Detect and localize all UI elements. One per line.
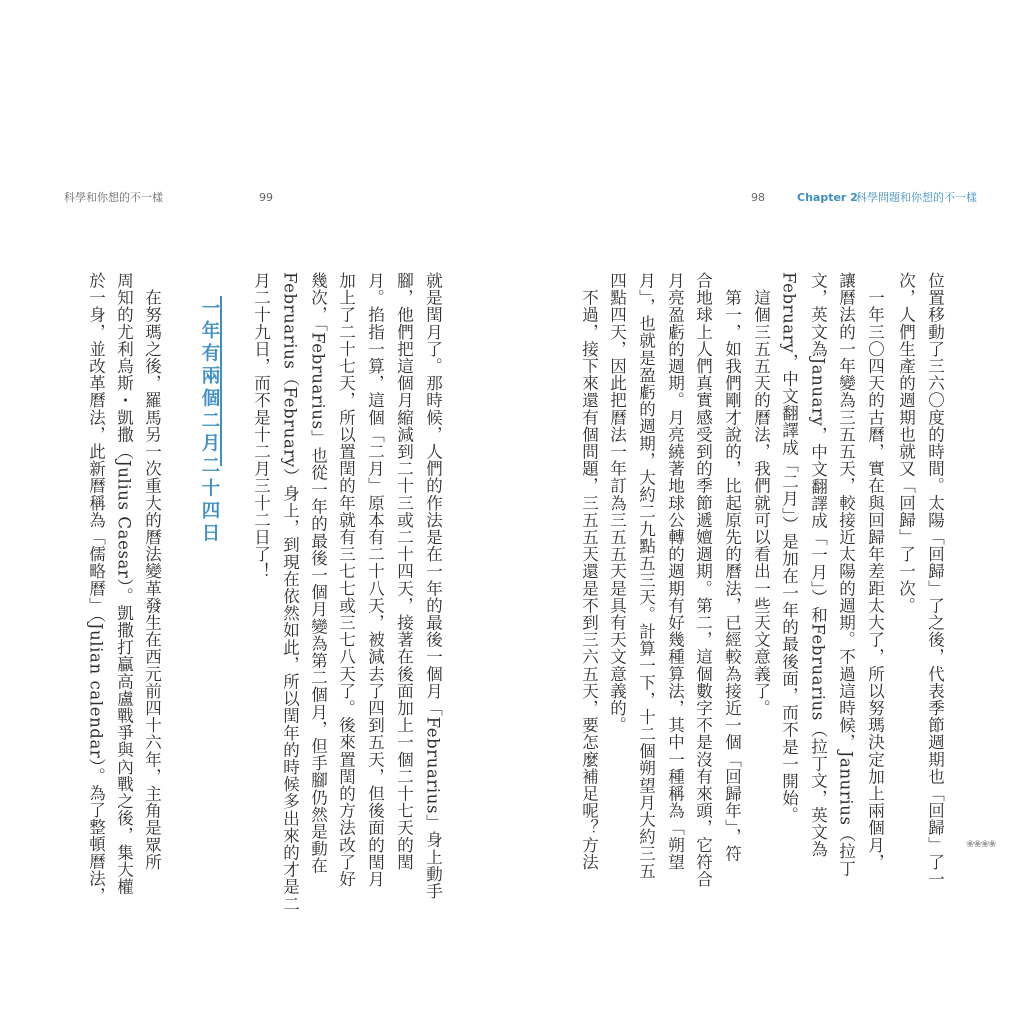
ornament-icon: ❀❀❀❀ — [966, 839, 996, 850]
right-column-8: 第一，如我們剛才說的，比起原先的曆法，已經較為接近一個「回歸年」，符 — [722, 272, 742, 863]
left-column-6: Februarius（February）身上，到現在依然如此，所以閏年的時候多出來的才是二 — [280, 272, 300, 913]
left-column-9: 周知的尤利烏斯・凱撒（Julius Caesar）。凱撒打贏高盧戰爭與內戰之後，集大權 — [114, 272, 134, 896]
left-column-5: 幾次，「Februarius」也從一年的最後一個月變為第二個月，但手腳仍然是動在 — [308, 272, 328, 875]
right-column-7: 這個三五五天的曆法，我們就可以看出一些天文意義了。 — [751, 272, 771, 717]
left-column-10: 於一身，並改革曆法，此新曆稱為「儒略曆」（Julian calendar）。為了整頓曆法， — [86, 272, 106, 905]
left-column-3: 月。掐指一算，這個「二月」原本有二十八天，被減去了四到五天，但後面的閏月 — [365, 272, 385, 888]
right-column-10: 月亮盈虧的週期。月亮繞著地球公轉的週期有好幾種算法，其中一種稱為「朔望 — [665, 272, 685, 871]
left-column-1: 就是閏月了。那時候，人們的作法是在一年的最後一個月「Februarius」身上動手 — [423, 272, 443, 900]
right-column-11: 月」，也就是盈虧的週期，大約二九點五三天。計算一下，十二個朔望月大約三五 — [636, 272, 656, 880]
right-column-5: 文，英文為January，中文翻譯成「一月」）和Februarius（拉丁文，英文為 — [808, 272, 828, 858]
left-column-2: 腳，他們把這個月縮減到二十三或二十四天，接著在後面加上一個二十七天的閏 — [394, 272, 414, 871]
left-page-number: 99 — [259, 191, 273, 204]
right-column-3: 一年三〇四天的古曆，實在與回歸年差距太大了，所以努瑪決定加上兩個月， — [865, 272, 885, 871]
right-column-4: 讓曆法的一年變為三五五天，較接近太陽的週期。不過這時候，Janurius（拉丁 — [836, 272, 856, 877]
chapter-label: Chapter 2 — [797, 191, 858, 204]
section-heading: 一年有兩個二月二十四日 — [199, 298, 220, 546]
right-column-2: 次，人們生產的週期也就又「回歸」了一次。 — [896, 272, 916, 614]
right-column-12: 四點四天，因此把曆法一年訂為三五五天是具有天文意義的。 — [607, 272, 627, 734]
right-column-9: 合地球上人們真實感受到的季節遞嬗週期。第二，這個數字不是沒有來頭，它符合 — [693, 272, 713, 888]
left-column-4: 加上了二十七天，所以置閏的年就有三七七或三七八天了。後來置閏的方法改了好 — [336, 272, 356, 888]
right-column-6: February，中文翻譯成「二月」）是加在一年的最後面，而不是一開始。 — [779, 272, 799, 824]
left-running-head: 科學和你想的不一樣 — [64, 191, 163, 204]
left-column-8: 在努瑪之後，羅馬另一次重大的曆法變革發生在西元前四十六年，主角是眾所 — [142, 272, 162, 871]
right-column-13: 不過，接下來還有個問題，三五五天還是不到三六五天，要怎麼補足呢？方法 — [579, 272, 599, 871]
left-column-7: 月二十九日，而不是十二月三十二日了！ — [251, 272, 271, 580]
right-page-number: 98 — [751, 191, 765, 204]
right-column-1: 位置移動了三六〇度的時間。太陽「回歸」了之後，代表季節週期也「回歸」了一 — [925, 272, 945, 888]
right-running-head: 科學問題和你想的不一樣 — [856, 191, 977, 204]
